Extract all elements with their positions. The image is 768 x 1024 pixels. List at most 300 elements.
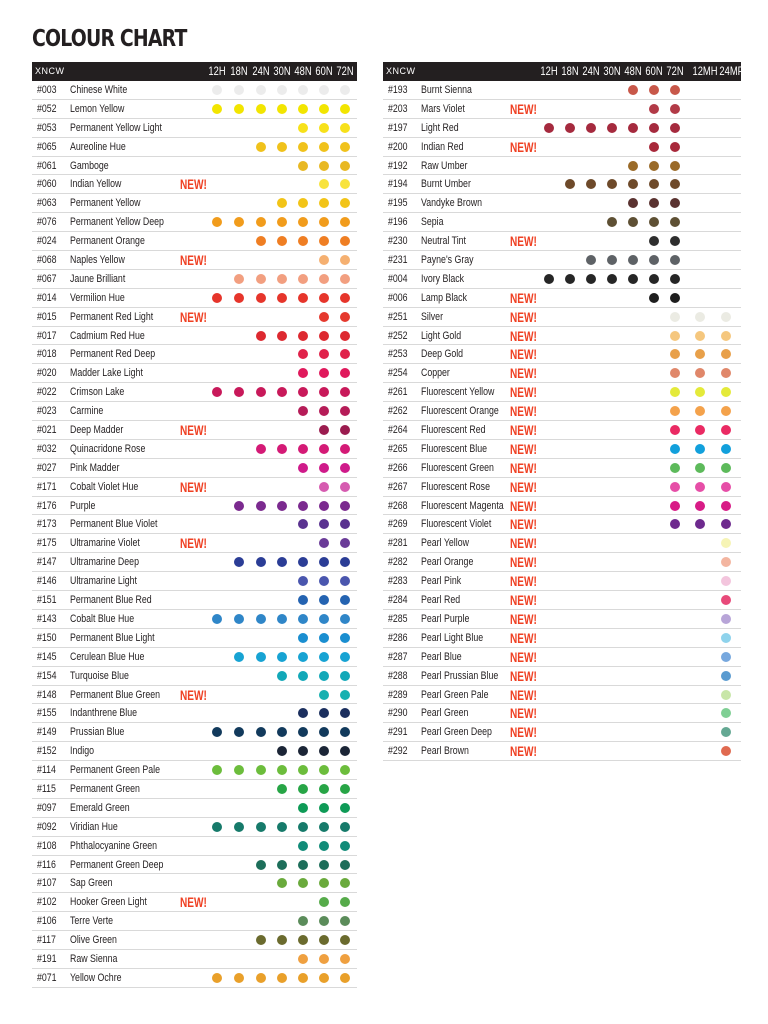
- column-header-label: 48N: [624, 64, 642, 78]
- column-header: [292, 64, 314, 78]
- colour-swatch-dot: [695, 349, 705, 359]
- colour-swatch-dot: [298, 501, 308, 511]
- colour-swatch-dot: [670, 123, 680, 133]
- colour-swatch-dot: [319, 236, 329, 246]
- colour-swatch-dot: [277, 331, 287, 341]
- colour-name: Indian Red: [421, 140, 464, 153]
- table-row: [383, 459, 741, 478]
- colour-swatch-dot: [340, 708, 350, 718]
- colour-swatch-dot: [256, 104, 266, 114]
- colour-swatch-dot: [340, 501, 350, 511]
- colour-swatch-dot: [212, 104, 222, 114]
- colour-swatch-dot: [234, 501, 244, 511]
- colour-swatch-dot: [340, 274, 350, 284]
- colour-swatch-dot: [319, 708, 329, 718]
- colour-code: #107: [37, 877, 57, 890]
- colour-code: #014: [37, 291, 57, 304]
- colour-swatch-dot: [319, 501, 329, 511]
- colour-swatch-dot: [319, 557, 329, 567]
- table-row: [32, 931, 357, 950]
- colour-name: Fluorescent Red: [421, 424, 486, 437]
- colour-swatch-dot: [628, 161, 638, 171]
- colour-swatch-dot: [319, 765, 329, 775]
- new-badge: NEW!: [510, 327, 537, 344]
- colour-code: #192: [388, 159, 408, 172]
- colour-swatch-dot: [695, 368, 705, 378]
- colour-name: Ultramarine Violet: [70, 537, 140, 550]
- colour-name: Fluorescent Orange: [421, 405, 499, 418]
- colour-swatch-dot: [319, 198, 329, 208]
- colour-swatch-dot: [670, 312, 680, 322]
- table-row: [32, 893, 357, 912]
- page-title: COLOUR CHART: [32, 26, 187, 52]
- colour-swatch-dot: [649, 161, 659, 171]
- colour-swatch-dot: [298, 236, 308, 246]
- colour-name: Pearl Brown: [421, 745, 469, 758]
- colour-name: Pearl Blue: [421, 650, 462, 663]
- colour-swatch-dot: [721, 538, 731, 548]
- colour-swatch-dot: [340, 312, 350, 322]
- colour-swatch-dot: [670, 444, 680, 454]
- colour-code: #102: [37, 896, 57, 909]
- colour-swatch-dot: [234, 822, 244, 832]
- table-row: [32, 213, 357, 232]
- colour-code: #267: [388, 480, 408, 493]
- column-header-label: 18N: [230, 64, 248, 78]
- colour-name: Burnt Sienna: [421, 84, 472, 96]
- colour-name: Sap Green: [70, 877, 113, 890]
- table-row: [383, 686, 741, 705]
- colour-swatch-dot: [256, 142, 266, 152]
- colour-swatch-dot: [298, 708, 308, 718]
- colour-code: #114: [37, 764, 56, 777]
- table-row: [383, 591, 741, 610]
- colour-swatch-dot: [670, 368, 680, 378]
- colour-swatch-dot: [256, 444, 266, 454]
- table-row: [383, 289, 741, 308]
- colour-name: Turquoise Blue: [70, 669, 129, 682]
- colour-swatch-dot: [319, 312, 329, 322]
- colour-swatch-dot: [695, 331, 705, 341]
- colour-swatch-dot: [298, 293, 308, 303]
- table-header: [383, 62, 751, 81]
- colour-swatch-dot: [670, 142, 680, 152]
- table-row: [32, 440, 357, 459]
- column-header: [538, 64, 560, 78]
- table-row: [32, 270, 357, 289]
- colour-code: #145: [37, 650, 57, 663]
- colour-swatch-dot: [298, 633, 308, 643]
- colour-name: Ultramarine Deep: [70, 556, 139, 569]
- colour-code: #006: [388, 291, 408, 304]
- colour-code: #285: [388, 612, 408, 625]
- colour-swatch-dot: [277, 501, 287, 511]
- colour-swatch-dot: [256, 557, 266, 567]
- colour-name: Jaune Brilliant: [70, 272, 126, 285]
- colour-name: Aureoline Hue: [70, 140, 126, 153]
- colour-name: Permanent Orange: [70, 235, 145, 248]
- table-row: [383, 534, 741, 553]
- colour-swatch-dot: [234, 104, 244, 114]
- colour-swatch-dot: [319, 293, 329, 303]
- table-row: [383, 648, 741, 667]
- colour-swatch-dot: [340, 217, 350, 227]
- colour-name: Indanthrene Blue: [70, 707, 138, 720]
- colour-name: Raw Umber: [421, 159, 468, 172]
- colour-swatch-dot: [340, 784, 350, 794]
- colour-name: Cerulean Blue Hue: [70, 650, 145, 663]
- colour-swatch-dot: [212, 973, 222, 983]
- colour-swatch-dot: [256, 973, 266, 983]
- column-header: [643, 64, 665, 78]
- colour-swatch-dot: [277, 784, 287, 794]
- column-header-label: 12MH: [692, 64, 718, 78]
- new-badge: NEW!: [180, 894, 207, 911]
- colour-swatch-dot: [649, 255, 659, 265]
- table-row: [32, 478, 357, 497]
- colour-code: #282: [388, 556, 408, 569]
- colour-swatch-dot: [298, 784, 308, 794]
- colour-swatch-dot: [586, 274, 596, 284]
- new-badge: NEW!: [180, 686, 207, 703]
- colour-name: Raw Sienna: [70, 952, 118, 965]
- new-badge: NEW!: [180, 422, 207, 439]
- colour-code: #196: [388, 216, 408, 229]
- new-badge: NEW!: [510, 610, 537, 627]
- colour-code: #264: [388, 424, 408, 437]
- colour-swatch-dot: [670, 161, 680, 171]
- colour-swatch-dot: [256, 387, 266, 397]
- colour-swatch-dot: [340, 614, 350, 624]
- column-header-label: 60N: [645, 64, 663, 78]
- colour-swatch-dot: [277, 387, 287, 397]
- colour-swatch-dot: [319, 690, 329, 700]
- colour-code: #027: [37, 461, 57, 474]
- colour-code: #022: [37, 386, 57, 399]
- table-row: [383, 497, 741, 516]
- table-row: [383, 232, 741, 251]
- table-row: [383, 742, 741, 761]
- table-row: [383, 119, 741, 138]
- colour-swatch-dot: [319, 274, 329, 284]
- colour-swatch-dot: [649, 198, 659, 208]
- colour-code: #262: [388, 405, 408, 418]
- colour-swatch-dot: [721, 387, 731, 397]
- colour-code: #252: [388, 329, 408, 342]
- colour-code: #269: [388, 518, 408, 531]
- colour-swatch-dot: [695, 312, 705, 322]
- new-badge: NEW!: [510, 573, 537, 590]
- colour-code: #289: [388, 688, 408, 701]
- colour-swatch-dot: [256, 274, 266, 284]
- colour-swatch-dot: [319, 633, 329, 643]
- colour-swatch-dot: [340, 803, 350, 813]
- column-header-label: 60N: [315, 64, 333, 78]
- colour-swatch-dot: [695, 425, 705, 435]
- colour-name: Crimson Lake: [70, 386, 125, 399]
- colour-name: Deep Gold: [421, 348, 464, 361]
- colour-name: Neutral Tint: [421, 235, 466, 248]
- colour-code: #143: [37, 612, 57, 625]
- colour-code: #108: [37, 839, 57, 852]
- table-row: [32, 950, 357, 969]
- colour-swatch-dot: [340, 973, 350, 983]
- colour-swatch-dot: [234, 557, 244, 567]
- colour-swatch-dot: [298, 519, 308, 529]
- table-row: [32, 327, 357, 346]
- new-badge: NEW!: [510, 497, 537, 514]
- colour-swatch-dot: [298, 557, 308, 567]
- table-row: [32, 912, 357, 931]
- colour-code: #053: [37, 121, 57, 134]
- colour-swatch-dot: [586, 255, 596, 265]
- colour-swatch-dot: [721, 671, 731, 681]
- colour-swatch-dot: [277, 973, 287, 983]
- colour-swatch-dot: [319, 803, 329, 813]
- new-badge: NEW!: [510, 478, 537, 495]
- colour-swatch-dot: [256, 85, 266, 95]
- colour-swatch-dot: [340, 860, 350, 870]
- colour-swatch-dot: [670, 501, 680, 511]
- colour-swatch-dot: [319, 652, 329, 662]
- colour-swatch-dot: [695, 482, 705, 492]
- table-row: [383, 345, 741, 364]
- table-row: [383, 81, 741, 100]
- table-row: [383, 251, 741, 270]
- colour-swatch-dot: [212, 293, 222, 303]
- colour-swatch-dot: [340, 519, 350, 529]
- table-row: [32, 553, 357, 572]
- colour-swatch-dot: [212, 387, 222, 397]
- new-badge: NEW!: [510, 308, 537, 325]
- colour-name: Cobalt Violet Hue: [70, 480, 139, 493]
- new-badge: NEW!: [510, 403, 537, 420]
- new-badge: NEW!: [510, 629, 537, 646]
- colour-swatch-dot: [277, 198, 287, 208]
- colour-swatch-dot: [319, 746, 329, 756]
- colour-code: #018: [37, 348, 57, 361]
- colour-swatch-dot: [298, 331, 308, 341]
- colour-name: Permanent Green Pale: [70, 764, 161, 777]
- code-column-header: XNCW: [35, 66, 65, 76]
- colour-swatch-dot: [234, 973, 244, 983]
- colour-swatch-dot: [340, 897, 350, 907]
- colour-code: #023: [37, 405, 57, 418]
- colour-name: Naples Yellow: [70, 254, 125, 267]
- colour-swatch-dot: [319, 349, 329, 359]
- colour-swatch-dot: [649, 123, 659, 133]
- colour-swatch-dot: [607, 255, 617, 265]
- colour-swatch-dot: [340, 85, 350, 95]
- colour-code: #230: [388, 235, 408, 248]
- colour-swatch-dot: [607, 274, 617, 284]
- colour-swatch-dot: [212, 85, 222, 95]
- colour-name: Burnt Umber: [421, 178, 471, 191]
- table-row: [32, 629, 357, 648]
- colour-swatch-dot: [544, 123, 554, 133]
- colour-swatch-dot: [340, 727, 350, 737]
- colour-name: Permanent Blue Red: [70, 594, 152, 607]
- colour-swatch-dot: [721, 576, 731, 586]
- colour-code: #176: [37, 499, 57, 512]
- colour-swatch-dot: [277, 671, 287, 681]
- colour-code: #071: [37, 971, 57, 984]
- table-row: [32, 402, 357, 421]
- colour-name: Indian Yellow: [70, 178, 122, 191]
- column-header: [313, 64, 335, 78]
- colour-code: #261: [388, 386, 408, 399]
- colour-code: #152: [37, 745, 57, 758]
- colour-swatch-dot: [340, 444, 350, 454]
- colour-swatch-dot: [340, 255, 350, 265]
- colour-swatch-dot: [277, 727, 287, 737]
- colour-swatch-dot: [649, 236, 659, 246]
- colour-swatch-dot: [277, 878, 287, 888]
- colour-swatch-dot: [670, 425, 680, 435]
- colour-swatch-dot: [256, 765, 266, 775]
- table-row: [383, 138, 741, 157]
- colour-swatch-dot: [628, 179, 638, 189]
- colour-code: #292: [388, 745, 408, 758]
- colour-swatch-dot: [319, 104, 329, 114]
- new-badge: NEW!: [510, 233, 537, 250]
- colour-code: #060: [37, 178, 57, 191]
- colour-swatch-dot: [628, 123, 638, 133]
- colour-swatch-dot: [721, 312, 731, 322]
- colour-name: Gamboge: [70, 159, 109, 172]
- colour-swatch-dot: [256, 860, 266, 870]
- colour-swatch-dot: [319, 463, 329, 473]
- table-row: [32, 723, 357, 742]
- colour-swatch-dot: [319, 387, 329, 397]
- colour-name: Pearl Prussian Blue: [421, 669, 499, 682]
- colour-swatch-dot: [234, 293, 244, 303]
- colour-swatch-dot: [277, 142, 287, 152]
- colour-code: #194: [388, 178, 408, 191]
- colour-code: #149: [37, 726, 57, 739]
- colour-swatch-dot: [319, 406, 329, 416]
- table-row: [32, 591, 357, 610]
- colour-swatch-dot: [277, 444, 287, 454]
- table-row: [383, 175, 741, 194]
- colour-swatch-dot: [256, 236, 266, 246]
- colour-swatch-dot: [565, 123, 575, 133]
- colour-code: #193: [388, 84, 408, 96]
- colour-code: #150: [37, 631, 57, 644]
- colour-swatch-dot: [721, 368, 731, 378]
- colour-swatch-dot: [319, 179, 329, 189]
- table-row: [32, 251, 357, 270]
- colour-name: Phthalocyanine Green: [70, 839, 158, 852]
- colour-code: #200: [388, 140, 408, 153]
- colour-swatch-dot: [319, 519, 329, 529]
- table-row: [32, 799, 357, 818]
- colour-swatch-dot: [340, 104, 350, 114]
- colour-swatch-dot: [277, 274, 287, 284]
- colour-code: #063: [37, 197, 57, 210]
- colour-swatch-dot: [234, 727, 244, 737]
- colour-swatch-dot: [340, 368, 350, 378]
- colour-swatch-dot: [256, 822, 266, 832]
- colour-swatch-dot: [298, 406, 308, 416]
- column-header: [580, 64, 602, 78]
- colour-name: Ultramarine Light: [70, 575, 138, 588]
- colour-swatch-dot: [319, 217, 329, 227]
- colour-code: #146: [37, 575, 57, 588]
- colour-swatch-dot: [298, 123, 308, 133]
- column-header: [228, 64, 250, 78]
- colour-name: Pearl Yellow: [421, 537, 469, 550]
- colour-swatch-dot: [670, 236, 680, 246]
- new-badge: NEW!: [510, 365, 537, 382]
- colour-swatch-dot: [628, 274, 638, 284]
- colour-swatch-dot: [695, 519, 705, 529]
- table-row: [32, 289, 357, 308]
- table-row: [32, 610, 357, 629]
- colour-name: Pearl Red: [421, 594, 461, 607]
- new-badge: NEW!: [180, 478, 207, 495]
- colour-swatch-dot: [721, 519, 731, 529]
- colour-swatch-dot: [212, 727, 222, 737]
- colour-swatch-dot: [277, 217, 287, 227]
- column-header: [250, 64, 272, 78]
- table-row: [32, 856, 357, 875]
- table-row: [383, 364, 741, 383]
- colour-swatch-dot: [256, 501, 266, 511]
- colour-swatch-dot: [340, 463, 350, 473]
- colour-swatch-dot: [340, 935, 350, 945]
- new-badge: NEW!: [510, 592, 537, 609]
- colour-swatch-dot: [298, 463, 308, 473]
- new-badge: NEW!: [510, 440, 537, 457]
- colour-swatch-dot: [319, 331, 329, 341]
- new-badge: NEW!: [510, 346, 537, 363]
- column-header-label: 30N: [273, 64, 291, 78]
- colour-swatch-dot: [649, 179, 659, 189]
- colour-swatch-dot: [319, 897, 329, 907]
- colour-swatch-dot: [670, 293, 680, 303]
- colour-code: #287: [388, 650, 408, 663]
- colour-swatch-dot: [277, 765, 287, 775]
- colour-swatch-dot: [298, 576, 308, 586]
- colour-swatch-dot: [212, 614, 222, 624]
- colour-swatch-dot: [649, 274, 659, 284]
- colour-swatch-dot: [340, 236, 350, 246]
- table-row: [32, 837, 357, 856]
- colour-swatch-dot: [340, 425, 350, 435]
- colour-swatch-dot: [670, 104, 680, 114]
- colour-code: #147: [37, 556, 57, 569]
- colour-swatch-dot: [234, 387, 244, 397]
- table-row: [383, 100, 741, 119]
- colour-swatch-dot: [695, 501, 705, 511]
- column-header-label: 72N: [666, 64, 684, 78]
- colour-swatch-dot: [628, 255, 638, 265]
- colour-swatch-dot: [277, 557, 287, 567]
- colour-code: #067: [37, 272, 57, 285]
- colour-name: Fluorescent Yellow: [421, 386, 495, 399]
- table-row: [383, 478, 741, 497]
- column-header: [206, 64, 228, 78]
- colour-name: Fluorescent Violet: [421, 518, 492, 531]
- colour-swatch-dot: [319, 916, 329, 926]
- colour-swatch-dot: [298, 803, 308, 813]
- column-header: [601, 64, 623, 78]
- colour-name: Permanent Green: [70, 782, 140, 795]
- colour-swatch-dot: [319, 954, 329, 964]
- colour-code: #197: [388, 121, 408, 134]
- colour-swatch-dot: [649, 104, 659, 114]
